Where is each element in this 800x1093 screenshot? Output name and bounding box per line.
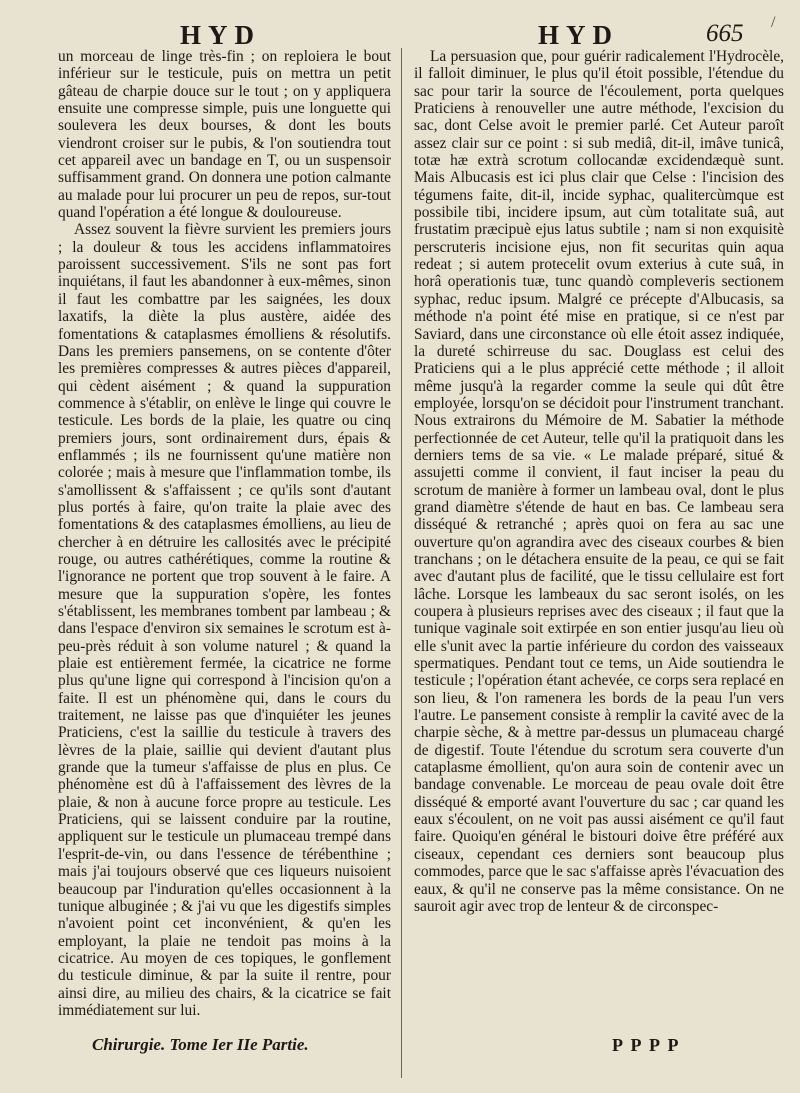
- left-paragraph-1: un morceau de linge très-fin ; on reploiera le bout inférieur sur le testicule, puis on mettra un petit gâteau de charpie douce sur le tout ; on y appliquera ensuite une compresse simple, puis une longuette qui soulevera les deux bourses, & dont les bouts viendront croiser sur le pubis, & l'on soutiendra tout cet appareil avec un bandage en T, ou un suspensoir suffisamment grand. On donnera une potion calmante au malade pour lui procurer un peu de repos, sur-tout quand l'opération a été longue & douloureuse.: [58, 48, 391, 222]
- left-paragraph-2: Assez souvent la fièvre survient les premiers jours ; la douleur & tous les accidens inflammatoires paroissent successivement. S'ils ne sont pas fort inquiétans, il faut les abandonner à eux-mêmes, sinon il faut les combattre par les saignées, les doux laxatifs, la diète la plus austère, aidée des fomentations & cataplasmes émolliens & résolutifs. Dans les premiers pansemens, on se contente d'ôter les premières compresses & autres pièces d'appareil, qui cèdent aisément ; & quand la suppuration commence à s'établir, on enlève le linge qui couvre le testicule. Les bords de la plaie, les quatre ou cinq premiers jours, sont ordinairement durs, épais & enflammés ; ils ne fournissent qu'une matière non colorée ; mais à mesure que l'inflammation tombe, ils s'amollissent & s'affaissent ; ce qu'ils sont d'autant plus portés à faire, qu'on traite la plaie avec des fomentations & des cataplasmes émolliens, au lieu de chercher à en détruire les callosités avec le précipité rouge, ou autres cathérétiques, comme la routine & l'ignorance ne portent que trop souvent à le faire. A mesure que la suppuration s'opère, les fontes s'établissent, les membranes tombent par lambeau ; & dans l'espace d'environ six semaines le scrotum est à-peu-près réduit à son volume naturel ; & quand la plaie est entièrement fermée, la cicatrice ne forme plus qu'une ligne qui correspond à l'incision qu'on a faite. Il est un phénomène qui, dans le cours du traitement, ne laisse pas que d'inquiéter les jeunes Praticiens, c'est la saillie du testicule à travers des lèvres de la plaie, saillie qui devient d'autant plus grande que la tumeur s'affaisse de plus en plus. Ce phénomène est dû à l'affaissement des lèvres de la plaie, & non à aucune force propre au testicule. Les Praticiens, qui se laissent conduire par la routine, appliquent sur le testicule un plumaceau trempé dans l'esprit-de-vin, ou dans l'essence de térébenthine ; mais j'ai toujours observé que ces liqueurs nuisoient beaucoup par l'induration qu'elles occasionnent à la tunique albuginée ; & j'ai vu que les digestifs simples n'avoient point cet inconvénient, & qu'en les employant, la plaie ne tendoit pas moins à la cicatrice. Au moyen de ces topiques, le gonflement du testicule diminue, & par la suite il rentre, pour ainsi dire, au milieu des chairs, & la cicatrice se fait immédiatement sur lui.: [58, 221, 391, 1019]
- page-footer: [0, 1029, 800, 1079]
- left-text-column: [58, 48, 391, 1019]
- right-text-column: [414, 48, 784, 915]
- signature-mark: P P P P: [612, 1035, 681, 1055]
- right-running-title: HYD: [538, 20, 619, 50]
- left-running-title: HYD: [180, 20, 261, 50]
- corner-mark: /: [771, 14, 776, 31]
- column-divider: [401, 48, 402, 1078]
- right-paragraph-1: La persuasion que, pour guérir radicalement l'Hydrocèle, il falloit diminuer, le plus qu'il étoit possible, l'étendue du sac pour tarir la source de l'écoulement, porta quelques Praticiens à renouveller une autre méthode, l'excision du sac, dont Celse avoit le premier parlé. Cet Auteur paroît assez clair sur ce point : si sub mediâ, dit-il, imâve tunicâ, totæ hæ extrà scrotum collocandæ excidendæquè sunt. Mais Albucasis est ici plus clair que Celse : l'incision des tégumens faite, dit-il, incide syphac, qualitercùmque est possibile tibi, incidere ipsum, aut cùm totalitate suâ, aut frustatim præcipuè ejus latus subtile ; nam si non exquisitè perscruteris incisione ejus, non fit securitas quin aqua redeat ; si autem protecelit ovum exterius à cute suâ, in horâ operationis tuæ, tunc quandò compleveris sectionem syphac, reduc ipsum. Malgré ce précepte d'Albucasis, sa méthode n'a point été mise en pratique, si ce n'est par Saviard, dans une circonstance où elle étoit assez indiquée, la dureté schirreuse du sac. Douglass est celui des Praticiens qui a le plus apprécié cette méthode ; il alloit même jusqu'à la regarder comme la seule qui dût être employée, lorsqu'on se décidoit pour l'instrument tranchant. Nous extrairons du Mémoire de M. Sabatier la méthode perfectionnée de cet Auteur, telle qu'il la pratiquoit dans les derniers tems de sa vie. « Le malade préparé, situé & assujetti comme il convient, il faut inciser la peau du scrotum de manière à former un lambeau oval, dont le plus grand diamètre s'étende de haut en bas. Ce lambeau sera disséqué & retranché ; après quoi on fera au sac une ouverture qu'on agrandira avec des ciseaux courbes & bien tranchans ; on le détachera ensuite de la peau, ce qui se fait avec d'autant plus de facilité, que le tissu cellulaire est fort lâche. Lorsque les lambeaux du sac seront isolés, on les coupera à plusieurs reprises avec des ciseaux ; il faut que la tunique vaginale soit extirpée en son entier jusqu'au lieu où elle s'unit avec la partie inférieure du cordon des vaisseaux spermatiques. Pendant tout ce tems, un Aide soutiendra le testicule ; l'opération étant achevée, ce corps sera replacé en son lieu, & l'on ramenera les bords de la peau l'un vers l'autre. Le pansement consiste à remplir la cavité avec de la charpie sèche, & à mettre par-dessus un plumaceau chargé de digestif. Toute l'étendue du scrotum sera couverte d'un cataplasme émollient, qu'on aura soin de contenir avec un bandage convenable. Le morceau de peau ovale doit être disséqué & emporté avant l'ouverture du sac ; car quand les eaux s'écoulent, on ne voit pas aussi aisément ce qu'il faut faire. Quoiqu'en général le bistouri doive être préféré aux ciseaux, cependant ces derniers sont beaucoup plus commodes, parce que le sac s'affaisse après l'évacuation des eaux, & qu'il ne conserve pas la même consistance. On ne sauroit agir avec trop de lenteur & de circonspec-: [414, 48, 784, 915]
- volume-line: Chirurgie. Tome Ier IIe Partie.: [92, 1035, 309, 1054]
- page-number: 665: [706, 20, 744, 47]
